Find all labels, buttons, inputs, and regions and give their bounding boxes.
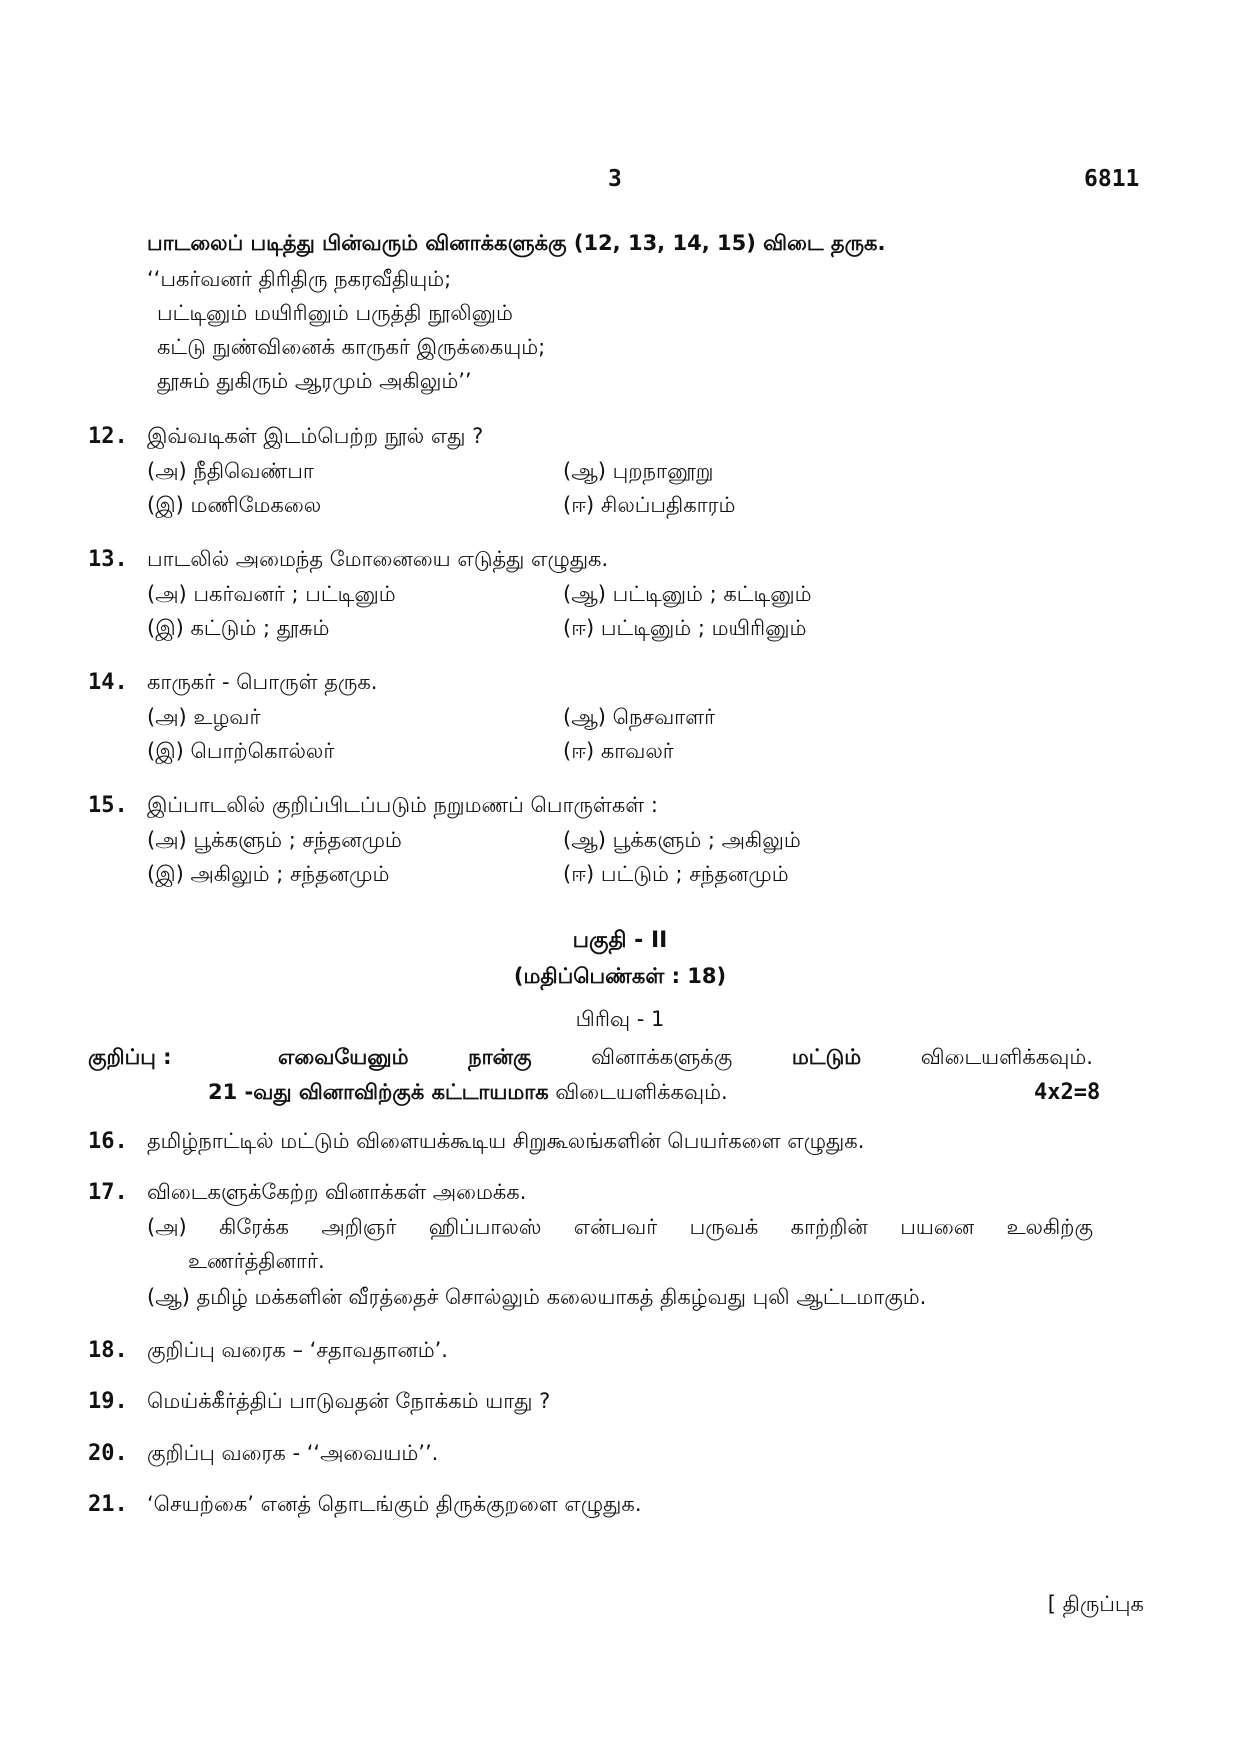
note-word: மட்டும் [791, 1045, 862, 1069]
note-line-2 [208, 1080, 728, 1107]
paper-code: 6811 [1084, 166, 1140, 192]
note-label: குறிப்பு : [88, 1045, 172, 1069]
option-b: (ஆ) பட்டினும் ; கட்டினும் [563, 582, 812, 606]
question-number: 20. [88, 1441, 128, 1466]
score-allocation: 4x2=8 [1034, 1080, 1101, 1105]
note-word: விடையளிக்கவும். [920, 1045, 1093, 1069]
note-rest: விடையளிக்கவும். [555, 1080, 728, 1104]
option-d: (ஈ) சிலப்பதிகாரம் [563, 493, 736, 517]
option-c: (இ) அகிலும் ; சந்தனமும் [147, 862, 390, 886]
question-16-text: தமிழ்நாட்டில் மட்டும் விளையக்கூடிய சிறுகூலங்களின் பெயர்களை எழுதுக. [147, 1129, 865, 1153]
question-17-part-a-cont: உணர்த்தினார். [188, 1249, 325, 1273]
poem-line: பட்டினும் மயிரினும் பருத்தி நூலினும் [157, 301, 513, 325]
option-b: (ஆ) நெசவாளர் [563, 705, 716, 729]
question-text: இவ்வடிகள் இடம்பெற்ற நூல் எது ? [147, 424, 484, 448]
option-d: (ஈ) காவலர் [563, 739, 674, 763]
turn-over-note: [ திருப்புக [1047, 1592, 1144, 1616]
poem-line: ‘‘பகர்வனர் திரிதிரு நகரவீதியும்; [147, 267, 452, 291]
division-title: பிரிவு - 1 [575, 1007, 665, 1031]
passage-instruction: பாடலைப் படித்து பின்வரும் வினாக்களுக்கு (12, 13, 14, 15) விடை தருக. [147, 231, 886, 255]
option-c: (இ) கட்டும் ; தூசும் [147, 616, 330, 640]
question-18-text: குறிப்பு வரைக – ‘சதாவதானம்’. [147, 1338, 448, 1362]
question-number: 21. [88, 1492, 128, 1517]
note-emphasis: 21 -வது வினாவிற்குக் கட்டாயமாக [208, 1080, 549, 1104]
question-19-text: மெய்க்கீர்த்திப் பாடுவதன் நோக்கம் யாது ? [147, 1389, 551, 1413]
question-text: பாடலில் அமைந்த மோனையை எடுத்து எழுதுக. [147, 547, 609, 571]
page-number: 3 [608, 166, 622, 192]
poem-line: கட்டு நுண்வினைக் காருகர் இருக்கையும்; [157, 335, 546, 359]
option-a: (அ) பூக்களும் ; சந்தனமும் [147, 828, 402, 852]
option-b: (ஆ) புறநானூறு [563, 459, 714, 483]
question-number: 19. [88, 1389, 128, 1414]
note-word: நான்கு [468, 1045, 532, 1069]
question-number: 18. [88, 1338, 128, 1363]
section-title: பகுதி - II [572, 928, 668, 953]
question-17-text: விடைகளுக்கேற்ற வினாக்கள் அமைக்க. [147, 1180, 527, 1204]
question-number: 13. [88, 547, 128, 572]
question-text: இப்பாடலில் குறிப்பிடப்படும் நறுமணப் பொருள்கள் : [147, 793, 658, 817]
question-number: 14. [88, 670, 128, 695]
question-number: 17. [88, 1180, 128, 1205]
question-20-text: குறிப்பு வரைக - ‘‘அவையம்’’. [147, 1441, 439, 1465]
option-d: (ஈ) பட்டும் ; சந்தனமும் [563, 862, 789, 886]
option-a: (அ) உழவர் [147, 705, 261, 729]
poem-line: தூசும் துகிரும் ஆரமும் அகிலும்’’ [157, 369, 472, 393]
option-d: (ஈ) பட்டினும் ; மயிரினும் [563, 616, 807, 640]
option-c: (இ) பொற்கொல்லர் [147, 739, 335, 763]
question-17-part-b: (ஆ) தமிழ் மக்களின் வீரத்தைச் சொல்லும் கலையாகத் திகழ்வது புலி ஆட்டமாகும். [147, 1285, 927, 1309]
option-c: (இ) மணிமேகலை [147, 493, 322, 517]
option-b: (ஆ) பூக்களும் ; அகிலும் [563, 828, 801, 852]
question-17-part-a: (அ) கிரேக்க அறிஞர் ஹிப்பாலஸ் என்பவர் பருவக் காற்றின் பயனை உலகிற்கு [147, 1215, 1093, 1239]
question-number: 16. [88, 1129, 128, 1154]
option-a: (அ) நீதிவெண்பா [147, 459, 314, 483]
note-word: எவையேனும் [278, 1045, 409, 1069]
note-line-1 [278, 1045, 1093, 1072]
question-number: 15. [88, 793, 128, 818]
question-number: 12. [88, 424, 128, 449]
section-marks: (மதிப்பெண்கள் : 18) [513, 964, 727, 988]
note-word: வினாக்களுக்கு [591, 1045, 733, 1069]
question-21-text: ‘செயற்கை’ எனத் தொடங்கும் திருக்குறளை எழுதுக. [147, 1492, 642, 1516]
question-text: காருகர் - பொருள் தருக. [147, 670, 378, 694]
option-a: (அ) பகர்வனர் ; பட்டினும் [147, 582, 396, 606]
